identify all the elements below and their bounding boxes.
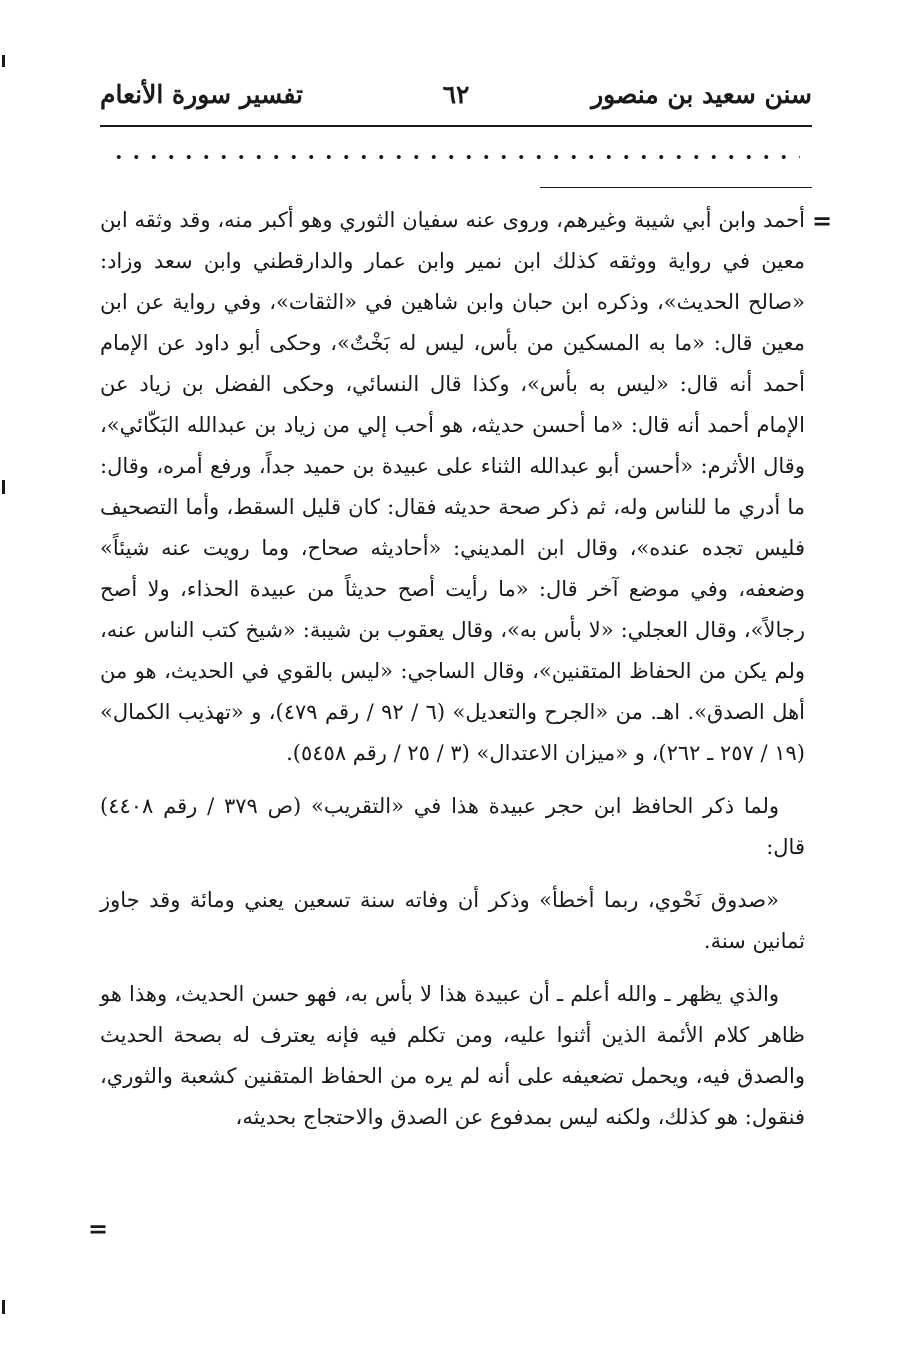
footnote-divider	[540, 187, 812, 188]
header-divider	[100, 125, 812, 127]
page-header	[100, 80, 812, 120]
paragraph-narrators: أحمد وابن أبي شيبة وغيرهم، وروى عنه سفيان الثوري وهو أكبر منه، وقد وثقه ابن معين في رواية ووثقه كذلك ابن نمير وابن عمار والدارقطني وابن سعد وزاد: «صالح الحديث»، وذكره ابن حبان وابن شاهين في «الثقات»، وفي رواية عن ابن معين قال: «ما به المسكين من بأس، ليس له بَخْتٌ»، وحكى أبو داود عن الإمام أحمد أنه قال: «ليس به بأس»، وكذا قال النسائي، وحكى الفضل بن زياد عن الإمام أحمد أنه قال: «ما أحسن حديثه، هو أحب إلي من زياد بن عبدالله البَكّائي»، وقال الأثرم: «أحسن أبو عبدالله الثناء على عبيدة بن حميد جداً، ورفع أمره، وقال: ما أدري ما للناس وله، ثم ذكر صحة حديثه فقال: كان قليل السقط، وأما التصحيف فليس تجده عنده»، وقال ابن المديني: «أحاديثه صحاح، وما رويت عنه شيئاً» وضعفه، وفي موضع آخر قال: «ما رأيت أصح حديثاً من عبيدة الحذاء، ولا أصح رجالاً»، وقال العجلي: «لا بأس به»، وقال يعقوب بن شيبة: «شيخ كتب الناس عنه، ولم يكن من الحفاظ المتقنين»، وقال الساجي: «ليس بالقوي في الحديث، هو من أهل الصدق». اهـ. من «الجرح والتعديل» (٦ / ٩٢ / رقم ٤٧٩)، و «تهذيب الكمال» (١٩ / ٢٥٧ ـ ٢٦٢)، و «ميزان الاعتدال» (٣ / ٢٥ / رقم ٥٤٥٨).	[100, 208, 805, 765]
paragraph-taqrib: ولما ذكر الحافظ ابن حجر عبيدة هذا في «التقريب» (ص ٣٧٩ / رقم ٤٤٠٨) قال:	[100, 794, 805, 859]
scan-edge-mark	[2, 55, 5, 67]
book-title: سنن سعيد بن منصور	[591, 80, 812, 109]
scan-edge-mark	[2, 480, 5, 494]
paragraph-quote: «صدوق نَحْوي، ربما أخطأ» وذكر أن وفاته سنة تسعين يعني ومائة وقد جاوز ثمانين سنة.	[100, 888, 805, 953]
continuation-mark-bottom: =	[88, 1215, 109, 1243]
dotted-separator	[110, 150, 800, 164]
scan-edge-mark	[2, 1300, 5, 1314]
section-title: تفسير سورة الأنعام	[100, 80, 304, 109]
footnote-body	[100, 200, 805, 1150]
paragraph-conclusion: والذي يظهر ـ والله أعلم ـ أن عبيدة هذا لا بأس به، فهو حسن الحديث، وهذا هو ظاهر كلام الأئمة الذين أثنوا عليه، ومن تكلم فيه فإنه يعترف له بصحة الحديث والصدق فيه، ويحمل تضعيفه على أنه لم يره من الحفاظ المتقنين كشعبة والثوري، فنقول: هو كذلك، ولكنه ليس بمدفوع عن الصدق والاحتجاج بحديثه،	[100, 982, 806, 1129]
page-number: ٦٢	[442, 80, 470, 109]
continuation-mark-top: =	[812, 207, 833, 235]
